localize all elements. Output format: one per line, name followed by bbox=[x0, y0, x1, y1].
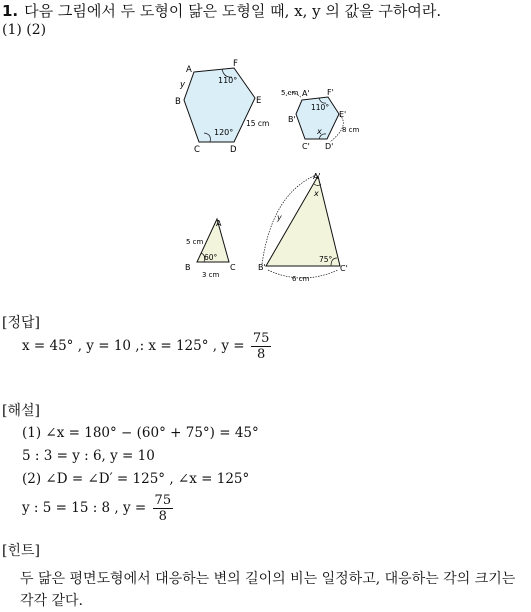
question-parts: (1) (2) bbox=[2, 22, 47, 38]
big-angle-top: 110° bbox=[218, 76, 238, 85]
explanation-line-4 bbox=[22, 490, 175, 526]
explanation-line-4-text: y : 5 = 15 : 8 , y = bbox=[22, 500, 151, 516]
explanation-fraction-num: 75 bbox=[154, 493, 172, 508]
big-tri-label-C: C' bbox=[340, 264, 348, 273]
small-label-D: D' bbox=[325, 142, 334, 151]
question-text: 다음 그림에서 두 도형이 닮은 도형일 때, x, y 의 값을 구하여라. bbox=[24, 2, 442, 20]
explanation-fraction-den: 8 bbox=[158, 509, 167, 524]
big-tri-angle-75: 75° bbox=[319, 255, 333, 264]
small-label-F: F' bbox=[327, 88, 334, 97]
big-label-B: B bbox=[175, 97, 181, 107]
small-tri-base-3: 3 cm bbox=[202, 271, 220, 279]
hint-text: 두 닮은 평면도형에서 대응하는 변의 길이의 비는 일정하고, 대응하는 각의 크기는 각각 같다. bbox=[20, 571, 516, 609]
answer-fraction-den: 8 bbox=[256, 347, 266, 362]
small-tri-angle-60: 60° bbox=[204, 253, 218, 262]
answer-line bbox=[22, 328, 273, 364]
question-number: 1. bbox=[2, 2, 19, 20]
big-tri-label-x: x bbox=[314, 189, 319, 198]
small-label-E: E' bbox=[339, 110, 347, 119]
explanation-line-1: (1) ∠x = 180° − (60° + 75°) = 45° bbox=[22, 425, 259, 441]
small-tri-label-B: B bbox=[185, 263, 191, 272]
small-label-A: A' bbox=[302, 89, 310, 98]
explanation-line-3: (2) ∠D = ∠D′ = 125° , ∠x = 125° bbox=[22, 471, 250, 487]
big-tri-label-A: A' bbox=[313, 172, 321, 181]
small-tri-label-A: A bbox=[216, 219, 222, 228]
small-angle-top: 110° bbox=[311, 103, 330, 112]
big-side-15: 15 cm bbox=[246, 119, 270, 128]
big-label-E: E bbox=[256, 96, 262, 106]
small-tri-label-C: C bbox=[230, 263, 236, 272]
big-tri-base-6: 6 cm bbox=[292, 275, 310, 283]
big-label-y: y bbox=[180, 80, 186, 90]
small-label-B: B' bbox=[288, 115, 296, 124]
big-tri-label-y: y bbox=[277, 213, 282, 222]
small-tri-side-5: 5 cm bbox=[186, 238, 204, 246]
explanation-fraction bbox=[153, 493, 174, 524]
big-label-F: F bbox=[233, 59, 238, 69]
small-label-x: x bbox=[317, 127, 322, 136]
question-header bbox=[2, 0, 441, 21]
figure-hexagons bbox=[172, 58, 362, 158]
answer-fraction-num: 75 bbox=[252, 331, 270, 346]
small-label-C: C' bbox=[302, 142, 310, 151]
big-label-D: D bbox=[230, 145, 237, 155]
big-label-A: A bbox=[186, 65, 192, 75]
answer-text: x = 45° , y = 10 ,: x = 125° , y = bbox=[22, 338, 249, 354]
big-angle-bottom: 120° bbox=[214, 128, 234, 137]
big-tri-label-B: B' bbox=[258, 263, 266, 272]
answer-label: [정답] bbox=[2, 315, 40, 331]
explanation-label: [해설] bbox=[2, 403, 40, 419]
answer-fraction bbox=[251, 331, 272, 362]
big-label-C: C bbox=[194, 145, 200, 155]
explanation-line-2: 5 : 3 = y : 6, y = 10 bbox=[22, 448, 155, 464]
small-side-5: 5 cm bbox=[281, 89, 299, 97]
figure-triangles bbox=[180, 170, 360, 285]
small-side-8: 8 cm bbox=[342, 126, 360, 134]
hint-label: [힌트] bbox=[2, 543, 40, 559]
